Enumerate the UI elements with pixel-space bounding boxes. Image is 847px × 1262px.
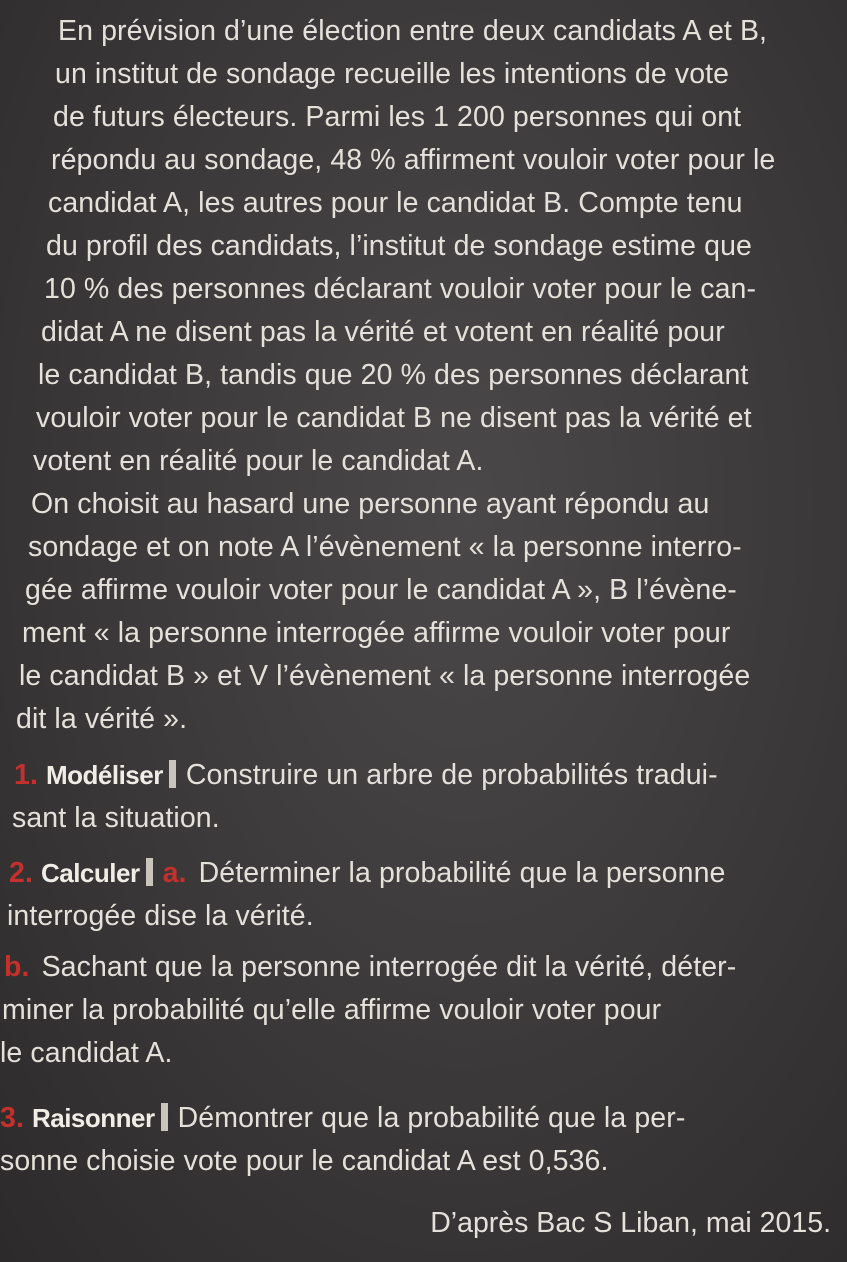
skill-keyword: Modéliser <box>45 760 163 790</box>
intro-line: un institut de sondage recueille les intentions de vote <box>55 58 730 90</box>
intro-line: répondu au sondage, 48 % affirment vouloir voter pour le <box>51 144 776 176</box>
separator-bar <box>169 760 176 788</box>
source-citation: D’après Bac S Liban, mai 2015. <box>430 1207 831 1239</box>
separator-bar <box>161 1103 168 1131</box>
question-2b-continuation: le candidat A. <box>0 1037 173 1069</box>
question-2 <box>9 856 726 890</box>
question-1 <box>14 758 718 792</box>
intro-line: du profil des candidats, l’institut de sondage estime que <box>46 230 752 262</box>
question-text: Déterminer la probabilité que la personne <box>198 857 726 889</box>
intro-line: candidat A, les autres pour le candidat B. Compte tenu <box>48 187 743 219</box>
intro-line: de futurs électeurs. Parmi les 1 200 personnes qui ont <box>53 101 742 133</box>
question-3-continuation: sonne choisie vote pour le candidat A est 0,536. <box>0 1145 609 1177</box>
question-number: 2. <box>9 857 33 889</box>
question-2b-continuation: miner la probabilité qu’elle affirme vouloir voter pour <box>2 994 662 1026</box>
intro-line: On choisit au hasard une personne ayant répondu au <box>31 488 710 520</box>
question-text: Construire un arbre de probabilités tradui- <box>185 759 718 791</box>
subquestion-label: a. <box>162 857 187 889</box>
question-3 <box>0 1101 685 1135</box>
question-text: Sachant que la personne interrogée dit la vérité, déter- <box>41 951 737 983</box>
question-2a-continuation: interrogée dise la vérité. <box>7 900 314 932</box>
intro-line: 10 % des personnes déclarant vouloir voter pour le can- <box>44 273 757 305</box>
question-text: Démontrer que la probabilité que la per- <box>177 1102 686 1134</box>
question-number: 1. <box>14 759 38 791</box>
intro-line: votent en réalité pour le candidat A. <box>33 445 484 477</box>
question-1-continuation: sant la situation. <box>12 802 220 834</box>
intro-line: gée affirme vouloir voter pour le candidat A », B l’évène- <box>25 574 737 606</box>
question-number: 3. <box>0 1102 24 1134</box>
separator-bar <box>146 858 153 886</box>
intro-line: le candidat B » et V l’évènement « la personne interrogée <box>19 660 751 692</box>
intro-line: sondage et on note A l’évènement « la personne interro- <box>28 531 742 563</box>
skill-keyword: Calculer <box>40 858 140 888</box>
intro-line: le candidat B, tandis que 20 % des personnes déclarant <box>38 359 749 391</box>
skill-keyword: Raisonner <box>31 1103 155 1133</box>
intro-line: ment « la personne interrogée affirme vouloir voter pour <box>22 617 731 649</box>
intro-line: vouloir voter pour le candidat B ne disent pas la vérité et <box>36 402 752 434</box>
subquestion-label: b. <box>4 951 30 983</box>
question-2b <box>4 950 736 984</box>
intro-line: dit la vérité ». <box>16 703 188 735</box>
intro-line: didat A ne disent pas la vérité et votent en réalité pour <box>41 316 725 348</box>
intro-line: En prévision d’une élection entre deux candidats A et B, <box>58 15 768 47</box>
